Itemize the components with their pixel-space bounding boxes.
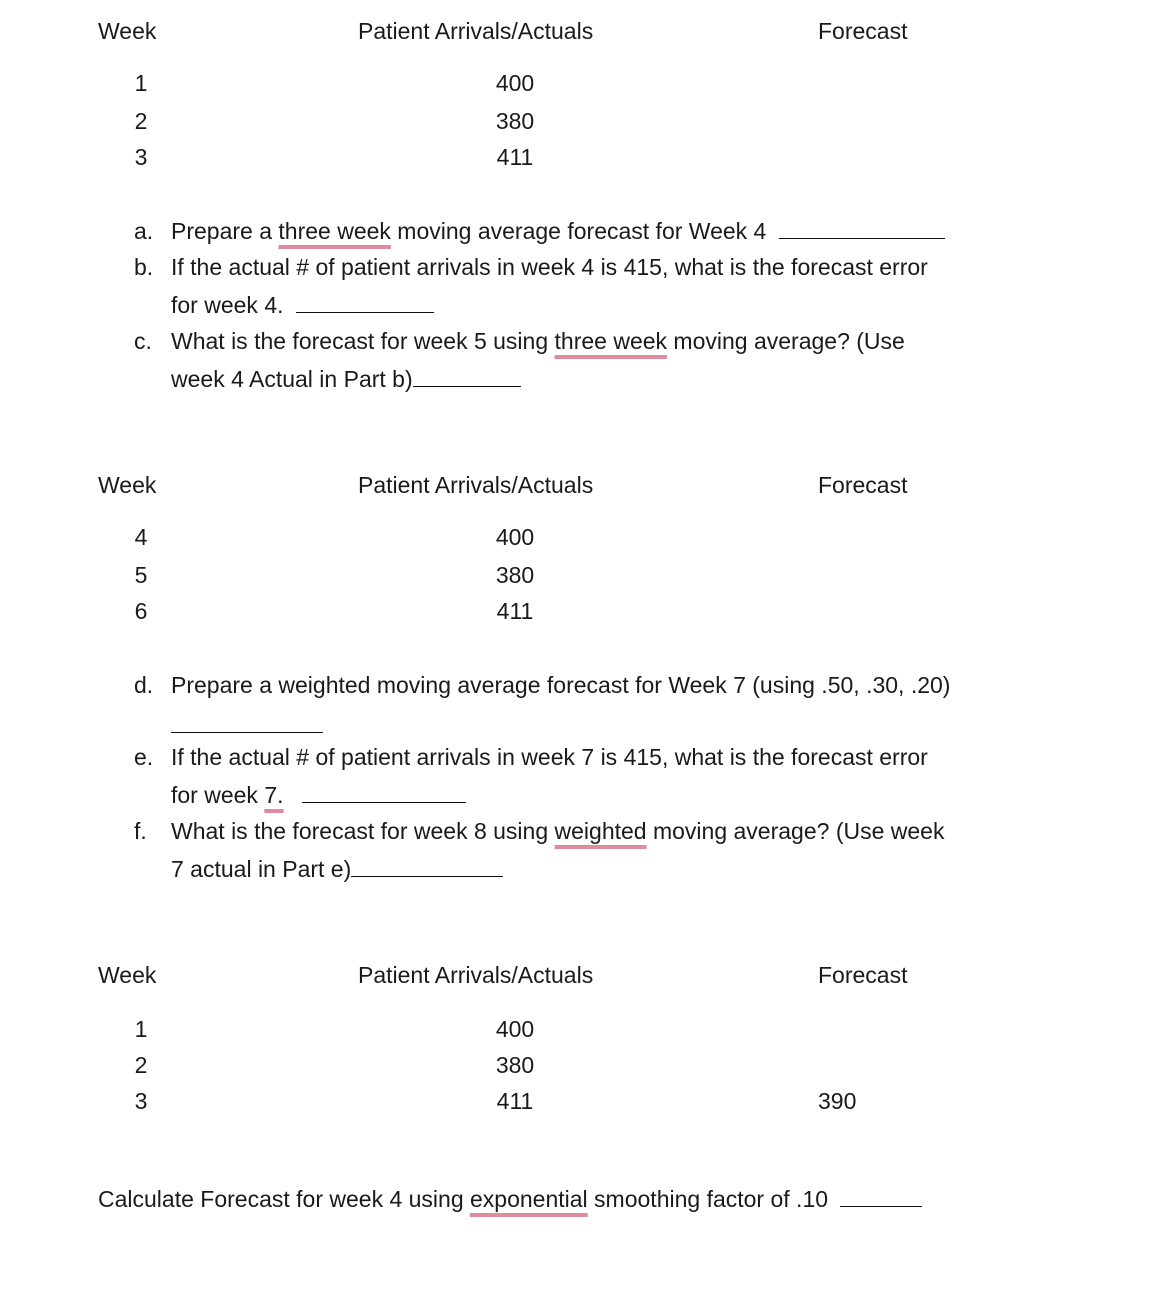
actual-cell: 380	[495, 1052, 535, 1078]
answer-blank[interactable]	[413, 385, 521, 387]
forecast-header: Forecast	[818, 18, 908, 44]
actual-cell: 411	[496, 144, 534, 170]
question-a-label: a.	[134, 218, 154, 244]
actual-cell: 400	[495, 70, 535, 96]
question-f-label: f.	[134, 818, 147, 844]
question-b-label: b.	[134, 254, 154, 280]
week-cell: 3	[134, 144, 148, 170]
week-cell: 2	[134, 108, 148, 134]
week-cell: 3	[134, 1088, 148, 1114]
forecast-header: Forecast	[818, 472, 908, 498]
week-header: Week	[98, 472, 157, 498]
actual-cell: 400	[495, 1016, 535, 1042]
answer-blank[interactable]	[779, 237, 945, 239]
forecast-cell: 390	[818, 1088, 857, 1114]
week-cell: 1	[134, 70, 148, 96]
question-d-text: Prepare a weighted moving average forecast for Week 7 (using .50, .30, .20)	[171, 672, 951, 698]
actual-cell: 400	[495, 524, 535, 550]
week-cell: 6	[134, 598, 148, 624]
actuals-header: Patient Arrivals/Actuals	[358, 962, 594, 988]
question-exponential: Calculate Forecast for week 4 using exponential smoothing factor of .10	[98, 1188, 922, 1211]
week-header: Week	[98, 962, 157, 988]
question-f-line1: What is the forecast for week 8 using weighted moving average? (Use week	[171, 818, 945, 844]
answer-blank[interactable]	[171, 732, 323, 733]
forecast-header: Forecast	[818, 962, 908, 988]
question-e-label: e.	[134, 744, 154, 770]
question-c-line1: What is the forecast for week 5 using three week moving average? (Use	[171, 328, 905, 354]
actuals-header: Patient Arrivals/Actuals	[358, 18, 594, 44]
actual-cell: 411	[496, 1088, 534, 1114]
actuals-header: Patient Arrivals/Actuals	[358, 472, 594, 498]
actual-cell: 380	[495, 562, 535, 588]
week-header: Week	[98, 18, 157, 44]
week-cell: 4	[134, 524, 148, 550]
question-e-line1: If the actual # of patient arrivals in week 7 is 415, what is the forecast error	[171, 744, 928, 770]
answer-blank[interactable]	[296, 311, 434, 313]
week-cell: 5	[134, 562, 148, 588]
question-e-line2: for week 7.	[171, 784, 466, 807]
question-c-line2: week 4 Actual in Part b)	[171, 368, 521, 391]
question-a-text: Prepare a three week moving average forecast for Week 4	[171, 220, 945, 243]
question-c-label: c.	[134, 328, 152, 354]
question-d-label: d.	[134, 672, 154, 698]
actual-cell: 380	[495, 108, 535, 134]
answer-blank[interactable]	[302, 801, 466, 803]
week-cell: 2	[134, 1052, 148, 1078]
question-b-line1: If the actual # of patient arrivals in week 4 is 415, what is the forecast error	[171, 254, 928, 280]
answer-blank[interactable]	[840, 1205, 922, 1207]
answer-blank[interactable]	[351, 875, 503, 877]
week-cell: 1	[134, 1016, 148, 1042]
question-f-line2: 7 actual in Part e)	[171, 858, 503, 881]
actual-cell: 411	[496, 598, 534, 624]
question-b-line2: for week 4.	[171, 294, 434, 317]
